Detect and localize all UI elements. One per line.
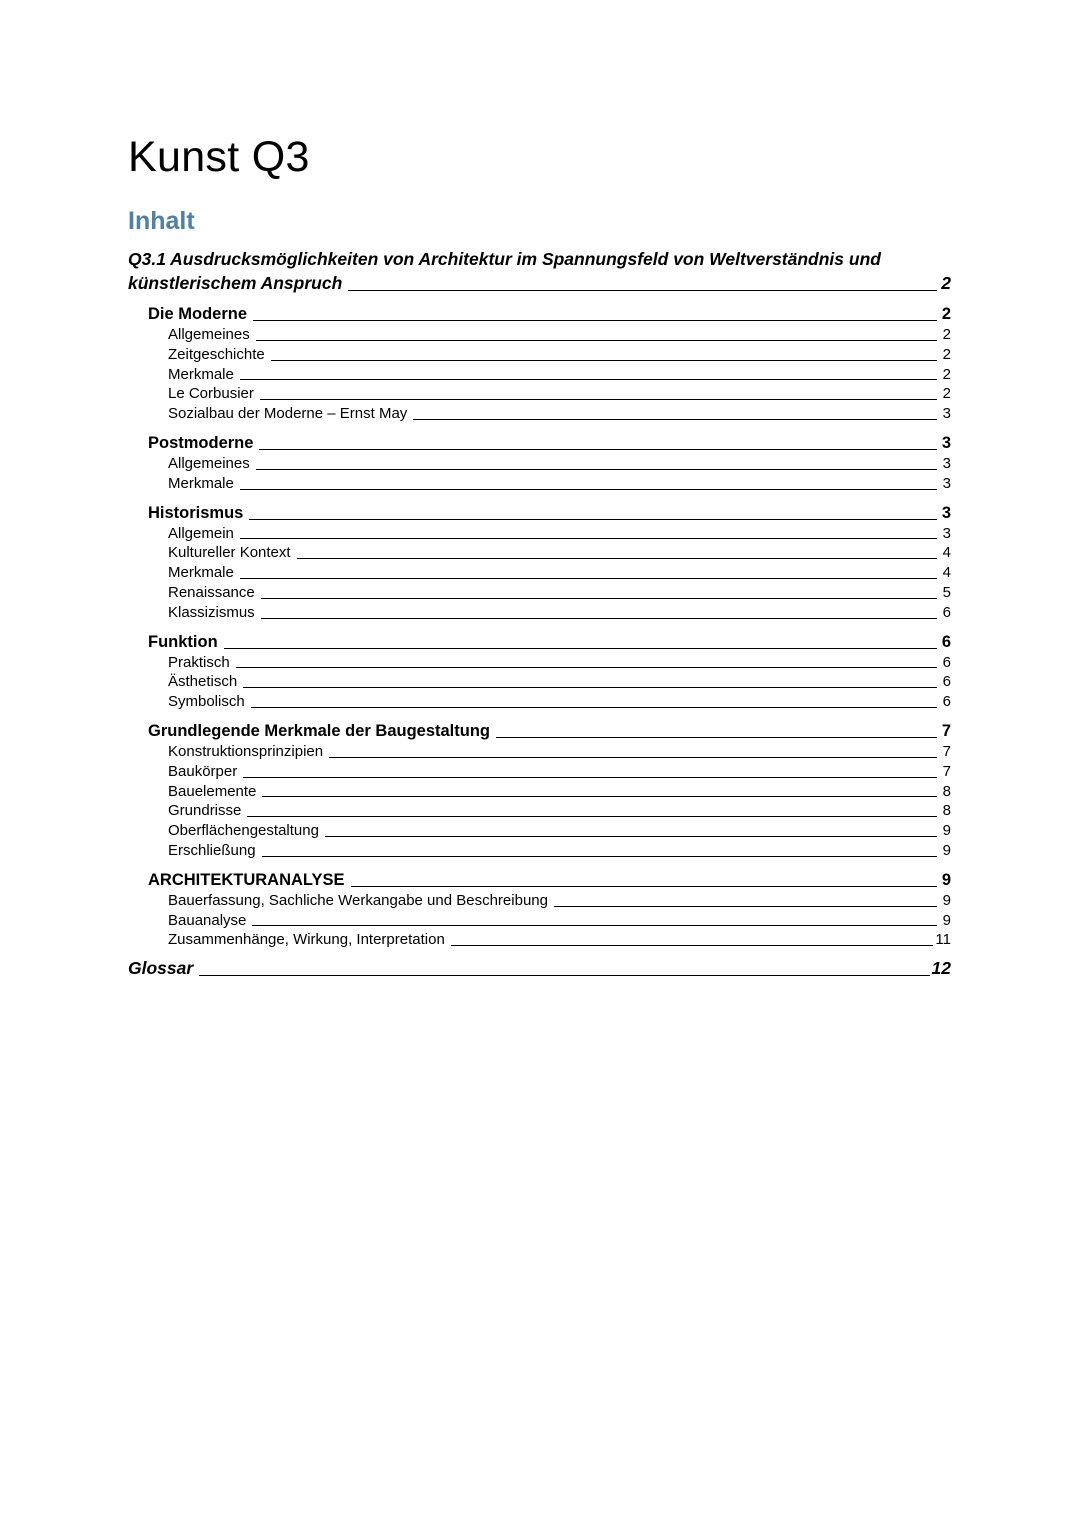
toc-page-number: 2 — [942, 345, 951, 363]
toc-leader-line — [236, 666, 937, 668]
toc-page-number: 9 — [942, 841, 951, 859]
toc-page-number: 5 — [942, 583, 951, 601]
toc-subentry-label: Bauelemente — [168, 782, 257, 800]
toc-section-title: Historismus — [148, 503, 244, 522]
toc-page-number: 2 — [941, 305, 951, 323]
toc-subentry[interactable] — [148, 563, 951, 583]
toc-subentry-label: Merkmale — [168, 365, 234, 383]
toc-leader-line — [261, 617, 937, 619]
toc-subentry[interactable] — [148, 384, 951, 404]
toc-page-number: 6 — [942, 603, 951, 621]
toc-subentry[interactable] — [148, 454, 951, 474]
toc-leader-line — [348, 289, 937, 291]
toc-leader-line — [240, 577, 937, 579]
toc-page-number: 11 — [935, 931, 951, 949]
toc-subentry[interactable] — [148, 762, 951, 782]
toc-subentry[interactable] — [148, 524, 951, 544]
toc-page-number: 6 — [941, 632, 951, 651]
toc-subentry-label: Bauanalyse — [168, 911, 247, 929]
toc-subentry-label: Praktisch — [168, 653, 230, 671]
toc-leader-line — [351, 885, 938, 887]
toc-subentry[interactable] — [148, 891, 951, 911]
toc-page-number: 7 — [942, 742, 951, 760]
toc-sections — [128, 303, 951, 950]
toc-section — [128, 303, 951, 424]
toc-page-number: 9 — [942, 822, 951, 840]
toc-subentry[interactable] — [148, 911, 951, 931]
toc-subentry-label: Bauerfassung, Sachliche Werkangabe und Beschreibung — [168, 891, 548, 909]
toc-section-title: ARCHITEKTURANALYSE — [148, 870, 345, 889]
toc-section-entry[interactable] — [148, 502, 951, 524]
toc-glossar-label: Glossar — [128, 958, 194, 979]
toc-leader-line — [224, 647, 937, 649]
toc-subentry[interactable] — [148, 692, 951, 712]
toc-subentry-label: Allgemein — [168, 524, 234, 542]
toc-chapter-title-line2: künstlerischem Anspruch — [128, 273, 343, 293]
toc-leader-line — [325, 835, 937, 837]
toc-page-number: 2 — [942, 326, 951, 343]
toc-section-entry[interactable] — [148, 303, 951, 325]
toc-chapter-entry[interactable] — [128, 247, 951, 295]
toc-subentry-label: Merkmale — [168, 474, 234, 492]
toc-leader-line — [413, 418, 937, 420]
toc-page-number: 6 — [942, 653, 951, 671]
toc-section-title: Postmoderne — [148, 433, 254, 452]
toc-section — [128, 720, 951, 861]
toc-subentry[interactable] — [148, 365, 951, 385]
toc-page-number: 2 — [942, 365, 951, 383]
toc-subentry[interactable] — [148, 841, 951, 861]
toc-subentry[interactable] — [148, 474, 951, 494]
toc-leader-line — [260, 398, 937, 400]
toc-leader-line — [251, 706, 937, 708]
toc-page-number: 9 — [941, 870, 951, 889]
toc-section-entry[interactable] — [148, 869, 951, 891]
toc-subentry[interactable] — [148, 325, 951, 345]
toc-subentry-label: Ästhetisch — [168, 673, 238, 691]
toc-page-number: 7 — [941, 721, 951, 740]
toc-subentry[interactable] — [148, 672, 951, 692]
toc-subentry[interactable] — [148, 653, 951, 673]
toc-section — [128, 432, 951, 494]
toc-section-entry[interactable] — [148, 631, 951, 653]
toc-subentry[interactable] — [148, 782, 951, 802]
toc-leader-line — [199, 974, 929, 976]
toc-page-number: 4 — [942, 564, 951, 582]
toc-leader-line — [240, 488, 937, 490]
toc-chapter-title-line1: Q3.1 Ausdrucksmöglichkeiten von Architektur im Spannungsfeld von Weltverständnis und — [128, 249, 881, 269]
toc-page-number: 6 — [942, 693, 951, 711]
toc-page-number: 8 — [942, 782, 951, 800]
toc-leader-line — [496, 736, 937, 738]
toc-page-number: 9 — [942, 891, 951, 909]
toc-leader-line — [259, 448, 937, 450]
toc-page-number: 3 — [942, 524, 951, 542]
toc-leader-line — [451, 944, 934, 946]
toc-section — [128, 502, 951, 623]
toc-leader-line — [271, 359, 937, 361]
toc-page-number: 3 — [942, 405, 951, 423]
toc-subentry-label: Zeitgeschichte — [168, 345, 265, 363]
toc-section-title: Funktion — [148, 632, 218, 651]
toc-page-number: 9 — [942, 911, 951, 929]
toc-subentry[interactable] — [148, 583, 951, 603]
toc-subentry[interactable] — [148, 404, 951, 424]
toc-leader-line — [554, 905, 937, 907]
toc-subentry-label: Allgemeines — [168, 454, 250, 472]
toc-leader-line — [240, 378, 937, 380]
toc-subentry-label: Symbolisch — [168, 693, 245, 711]
toc-page-number: 12 — [931, 958, 951, 979]
toc-section-title: Die Moderne — [148, 305, 248, 323]
toc-leader-line — [243, 686, 937, 688]
toc-subentry[interactable] — [148, 345, 951, 365]
toc-page-number: 3 — [942, 454, 951, 472]
toc-leader-line — [262, 855, 937, 857]
table-of-contents — [128, 247, 951, 980]
toc-page-number: 4 — [942, 544, 951, 562]
toc-section-entry[interactable] — [148, 720, 951, 742]
toc-subentry[interactable] — [148, 801, 951, 821]
toc-section — [128, 869, 951, 950]
toc-leader-line — [262, 795, 937, 797]
toc-heading: Inhalt — [128, 207, 195, 235]
toc-subentry-label: Konstruktionsprinzipien — [168, 742, 324, 760]
toc-leader-line — [256, 339, 937, 341]
toc-leader-line — [249, 518, 937, 520]
toc-subentry-label: Oberflächengestaltung — [168, 822, 319, 840]
toc-leader-line — [261, 597, 937, 599]
toc-leader-line — [329, 756, 937, 758]
toc-leader-line — [256, 468, 937, 470]
toc-page-number: 2 — [941, 273, 951, 293]
toc-leader-line — [243, 776, 937, 778]
toc-leader-line — [297, 557, 937, 559]
toc-subentry-label: Erschließung — [168, 841, 256, 859]
toc-subentry[interactable] — [148, 543, 951, 563]
toc-section — [128, 631, 951, 712]
toc-subentry[interactable] — [148, 930, 951, 950]
toc-section-entry[interactable] — [148, 432, 951, 454]
toc-section-title: Grundlegende Merkmale der Baugestaltung — [148, 721, 490, 740]
toc-page-number: 3 — [941, 503, 951, 522]
toc-subentry-label: Merkmale — [168, 564, 234, 582]
toc-page-number: 2 — [942, 385, 951, 403]
toc-subentry[interactable] — [148, 821, 951, 841]
toc-subentry-label: Grundrisse — [168, 802, 242, 820]
toc-leader-line — [247, 815, 937, 817]
toc-subentry-label: Klassizismus — [168, 603, 255, 621]
toc-page-number: 3 — [941, 433, 951, 452]
toc-subentry[interactable] — [148, 603, 951, 623]
toc-subentry-label: Le Corbusier — [168, 385, 254, 403]
toc-subentry[interactable] — [148, 742, 951, 762]
toc-subentry-label: Allgemeines — [168, 326, 250, 343]
toc-subentry-label: Renaissance — [168, 583, 255, 601]
toc-leader-line — [240, 537, 937, 539]
toc-subentry-label: Baukörper — [168, 762, 238, 780]
toc-leader-line — [252, 924, 937, 926]
toc-leader-line — [253, 319, 937, 321]
document-title: Kunst Q3 — [128, 133, 310, 181]
toc-glossar-entry[interactable] — [128, 956, 951, 980]
toc-subentry-label: Zusammenhänge, Wirkung, Interpretation — [168, 931, 445, 949]
toc-subentry-label: Sozialbau der Moderne – Ernst May — [168, 405, 408, 423]
toc-page-number: 3 — [942, 474, 951, 492]
toc-page-number: 7 — [942, 762, 951, 780]
toc-page-number: 8 — [942, 802, 951, 820]
toc-page-number: 6 — [942, 673, 951, 691]
toc-subentry-label: Kultureller Kontext — [168, 544, 291, 562]
